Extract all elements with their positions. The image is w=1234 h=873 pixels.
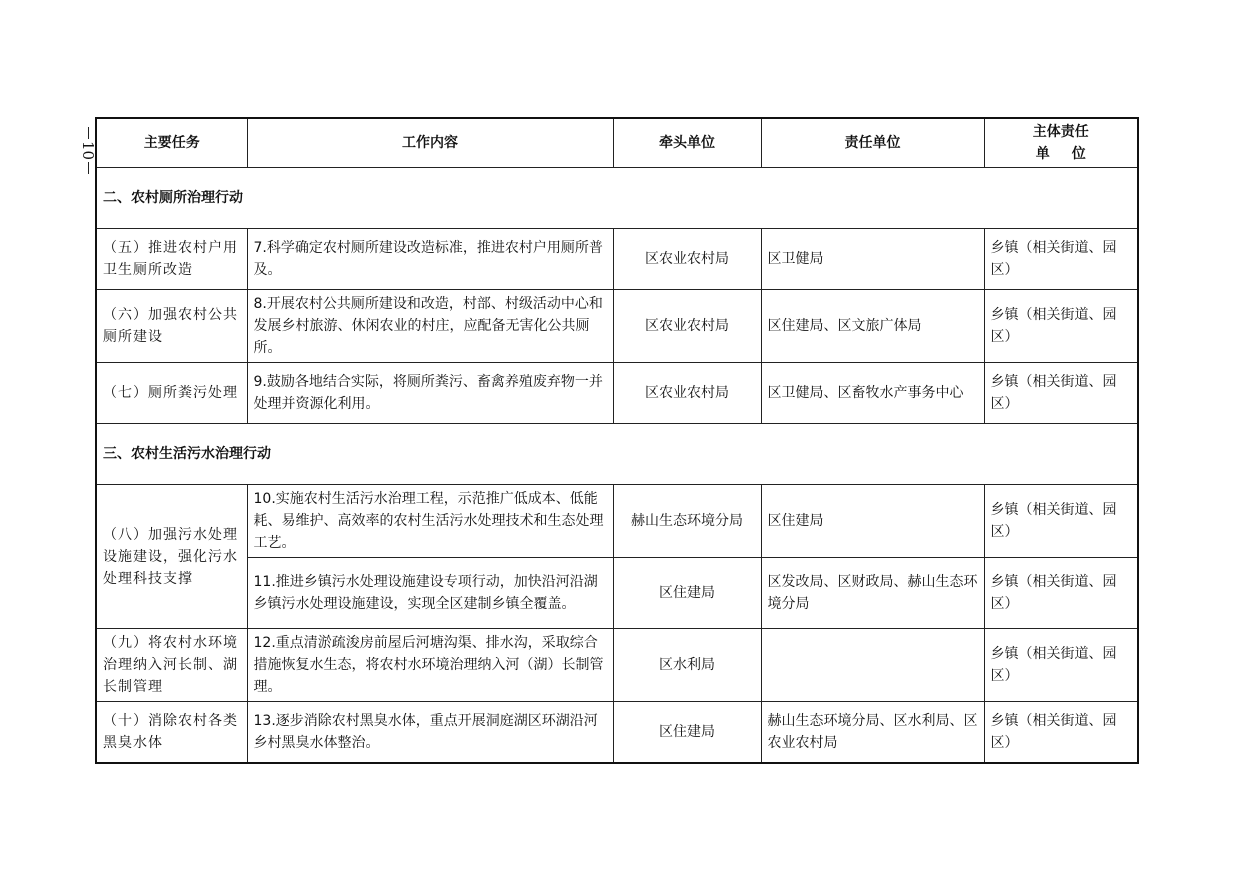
cell-lead: 赫山生态环境分局 — [613, 485, 761, 558]
cell-subject: 乡镇（相关街道、园区） — [984, 290, 1138, 363]
cell-content: 13.逐步消除农村黑臭水体，重点开展洞庭湖区环湖沿河乡村黑臭水体整治。 — [247, 702, 613, 764]
section-row — [96, 424, 1138, 485]
cell-responsible: 区卫健局 — [761, 229, 984, 290]
cell-content: 10.实施农村生活污水治理工程，示范推广低成本、低能耗、易维护、高效率的农村生活污水处理技术和生态处理工艺。 — [247, 485, 613, 558]
header-lead: 牵头单位 — [613, 118, 761, 168]
cell-task: （九）将农村水环境治理纳入河长制、湖长制管理 — [96, 629, 247, 702]
cell-lead: 区水利局 — [613, 629, 761, 702]
cell-task: （五）推进农村户用卫生厕所改造 — [96, 229, 247, 290]
cell-responsible: 赫山生态环境分局、区水利局、区农业农村局 — [761, 702, 984, 764]
cell-content: 7.科学确定农村厕所建设改造标准，推进农村户用厕所普及。 — [247, 229, 613, 290]
table-row — [96, 558, 1138, 629]
cell-content: 8.开展农村公共厕所建设和改造，村部、村级活动中心和发展乡村旅游、休闲农业的村庄，应配备无害化公共厕所。 — [247, 290, 613, 363]
cell-content: 9.鼓励各地结合实际，将厕所粪污、畜禽养殖废弃物一并处理并资源化利用。 — [247, 363, 613, 424]
cell-content: 12.重点清淤疏浚房前屋后河塘沟渠、排水沟，采取综合措施恢复水生态，将农村水环境治理纳入河（湖）长制管理。 — [247, 629, 613, 702]
header-responsible: 责任单位 — [761, 118, 984, 168]
cell-responsible: 区住建局 — [761, 485, 984, 558]
cell-lead: 区农业农村局 — [613, 229, 761, 290]
cell-lead: 区住建局 — [613, 558, 761, 629]
header-subject-line1: 主体责任 — [1032, 124, 1089, 140]
cell-responsible: 区卫健局、区畜牧水产事务中心 — [761, 363, 984, 424]
table-row — [96, 229, 1138, 290]
cell-subject: 乡镇（相关街道、园区） — [984, 363, 1138, 424]
header-subject — [984, 118, 1138, 168]
section-row — [96, 168, 1138, 229]
cell-content: 11.推进乡镇污水处理设施建设专项行动，加快沿河沿湖乡镇污水处理设施建设，实现全区建制乡镇全覆盖。 — [247, 558, 613, 629]
cell-subject: 乡镇（相关街道、园区） — [984, 629, 1138, 702]
cell-subject: 乡镇（相关街道、园区） — [984, 485, 1138, 558]
cell-responsible — [761, 629, 984, 702]
cell-subject: 乡镇（相关街道、园区） — [984, 229, 1138, 290]
header-row — [96, 118, 1138, 168]
cell-lead: 区农业农村局 — [613, 290, 761, 363]
cell-lead: 区农业农村局 — [613, 363, 761, 424]
task-table — [95, 117, 1139, 764]
cell-task: （十）消除农村各类黑臭水体 — [96, 702, 247, 764]
table-row — [96, 290, 1138, 363]
header-content: 工作内容 — [247, 118, 613, 168]
section-title: 三、农村生活污水治理行动 — [96, 424, 1138, 485]
page-number-text: 10 — [79, 140, 98, 160]
section-title: 二、农村厕所治理行动 — [96, 168, 1138, 229]
cell-responsible: 区发改局、区财政局、赫山生态环境分局 — [761, 558, 984, 629]
cell-responsible: 区住建局、区文旅广体局 — [761, 290, 984, 363]
cell-task: （六）加强农村公共厕所建设 — [96, 290, 247, 363]
table-row — [96, 702, 1138, 764]
cell-task: （七）厕所粪污处理 — [96, 363, 247, 424]
header-subject-line2: 单位 — [1035, 146, 1108, 162]
header-task: 主要任务 — [96, 118, 247, 168]
cell-subject: 乡镇（相关街道、园区） — [984, 702, 1138, 764]
cell-task: （八）加强污水处理设施建设，强化污水处理科技支撑 — [96, 485, 247, 629]
page-number-dash-top — [88, 127, 89, 139]
page-number-dash-bottom — [88, 162, 89, 174]
table-row — [96, 363, 1138, 424]
table-row — [96, 629, 1138, 702]
table-row — [96, 485, 1138, 558]
cell-subject: 乡镇（相关街道、园区） — [984, 558, 1138, 629]
cell-lead: 区住建局 — [613, 702, 761, 764]
